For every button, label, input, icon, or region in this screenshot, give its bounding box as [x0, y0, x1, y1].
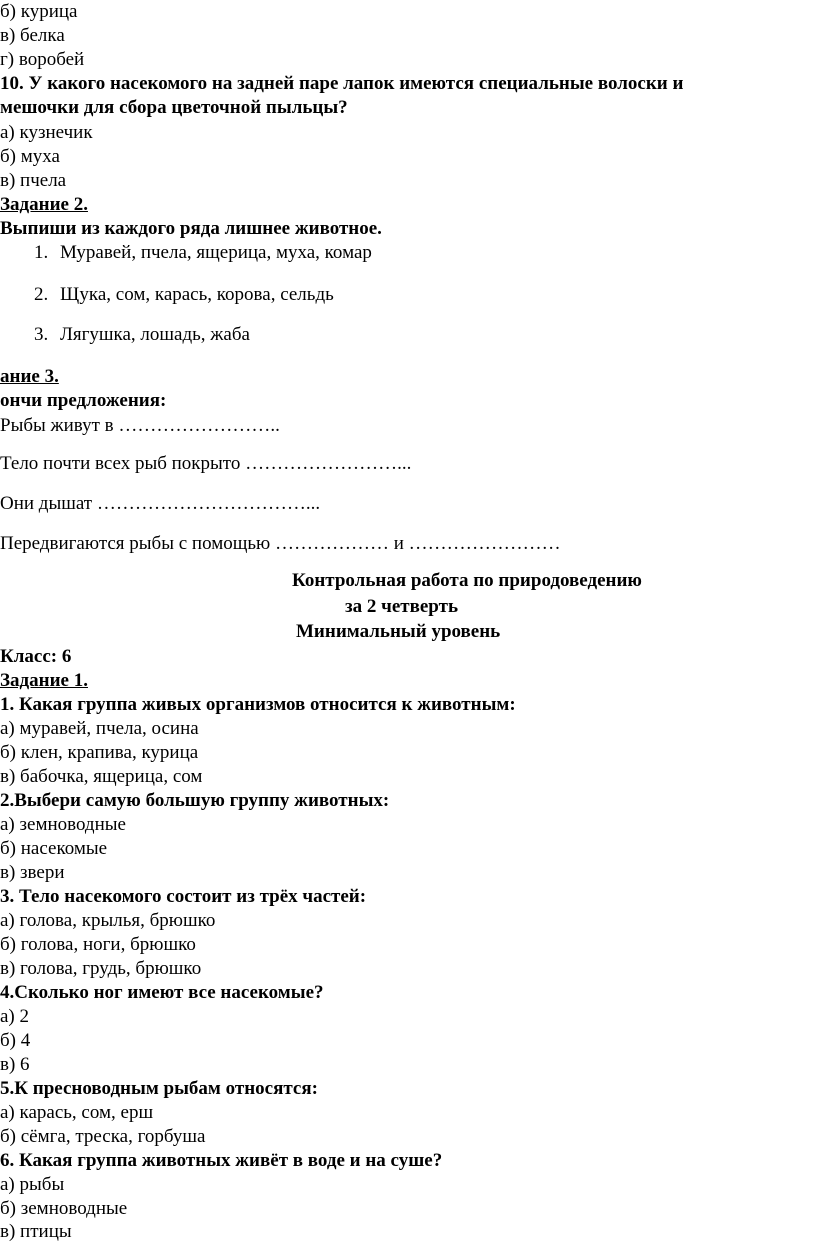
sentence-line: Передвигаются рыбы с помощью ……………… и …………………… [0, 533, 561, 554]
title-line-1: Контрольная работа по природоведению [292, 570, 642, 591]
option-line: в) белка [0, 25, 65, 46]
task-1-heading: Задание 1. [0, 670, 88, 691]
option-line: б) насекомые [0, 838, 108, 859]
title-line-2: за 2 четверть [345, 596, 459, 617]
option-line: а) голова, крылья, брюшко [0, 910, 216, 931]
option-line: в) бабочка, ящерица, сом [0, 766, 203, 787]
option-line: а) карась, сом, ерш [0, 1102, 154, 1123]
sentence-line: Тело почти всех рыб покрыто ……………………... [0, 453, 412, 474]
option-line: б) курица [0, 1, 78, 22]
class-label: Класс: 6 [0, 646, 72, 667]
option-line: б) клен, крапива, курица [0, 742, 199, 763]
option-line: б) голова, ноги, брюшко [0, 934, 196, 955]
option-line: а) кузнечик [0, 122, 93, 143]
list-item [34, 241, 372, 265]
option-line: а) земноводные [0, 814, 126, 835]
list-text: Щука, сом, карась, корова, сельдь [60, 284, 334, 305]
option-line: а) муравей, пчела, осина [0, 718, 199, 739]
option-line: б) сёмга, треска, горбуша [0, 1126, 206, 1147]
question-2: 2.Выбери самую большую группу животных: [0, 790, 390, 811]
title-line-3: Минимальный уровень [296, 621, 501, 642]
question-10-line1: 10. У какого насекомого на задней паре лапок имеются специальные волоски и [0, 73, 684, 94]
list-number: 3. [34, 324, 49, 345]
question-1: 1. Какая группа живых организмов относится к животным: [0, 694, 516, 715]
question-5: 5.К пресноводным рыбам относятся: [0, 1078, 318, 1099]
question-4: 4.Сколько ног имеют все насекомые? [0, 982, 324, 1003]
option-line: г) воробей [0, 49, 85, 70]
task-2-heading: Задание 2. [0, 194, 88, 215]
option-line: а) рыбы [0, 1174, 65, 1195]
task-2-instruction: Выпиши из каждого ряда лишнее животное. [0, 218, 382, 239]
task-3-heading: ание 3. [0, 366, 59, 387]
option-line: б) муха [0, 146, 60, 167]
option-line: в) птицы [0, 1221, 72, 1242]
list-item [34, 323, 250, 347]
question-10-line2: мешочки для сбора цветочной пыльцы? [0, 97, 348, 118]
option-line: б) 4 [0, 1030, 31, 1051]
question-6: 6. Какая группа животных живёт в воде и на суше? [0, 1150, 443, 1171]
option-line: в) звери [0, 862, 65, 883]
list-text: Лягушка, лошадь, жаба [60, 324, 250, 345]
task-3-instruction: ончи предложения: [0, 390, 167, 411]
option-line: б) земноводные [0, 1198, 128, 1219]
sentence-line: Рыбы живут в …………………….. [0, 415, 280, 436]
sentence-line: Они дышат ……………………………... [0, 493, 321, 514]
question-3: 3. Тело насекомого состоит из трёх частей: [0, 886, 367, 907]
option-line: в) 6 [0, 1054, 30, 1075]
option-line: в) голова, грудь, брюшко [0, 958, 202, 979]
list-number: 2. [34, 284, 49, 305]
list-item [34, 283, 334, 307]
list-text: Муравей, пчела, ящерица, муха, комар [60, 242, 372, 263]
list-number: 1. [34, 242, 49, 263]
option-line: а) 2 [0, 1006, 30, 1027]
option-line: в) пчела [0, 170, 67, 191]
